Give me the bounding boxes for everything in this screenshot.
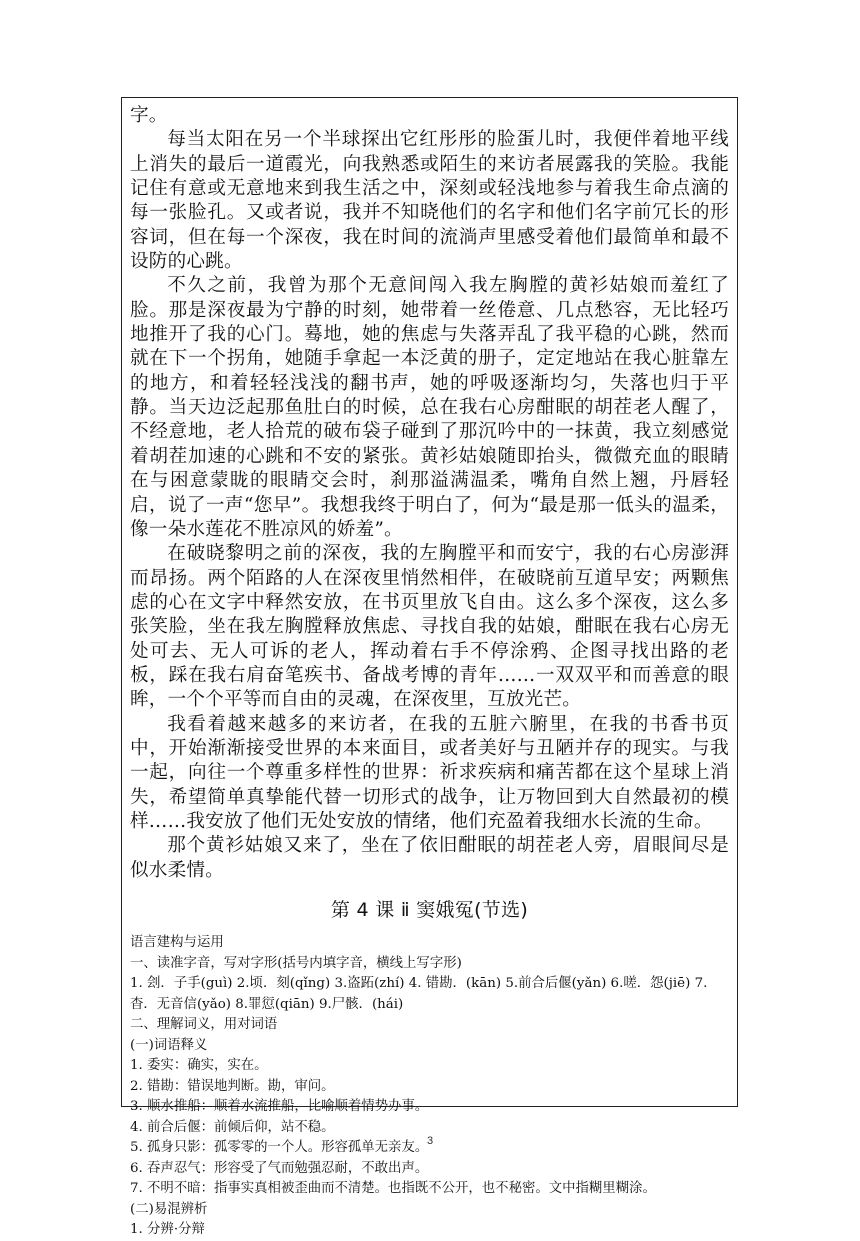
- subsection-heading: (一)词语释义: [130, 1037, 208, 1053]
- definition-item: 5. 孤身只影：孤零零的一个人。形容孤单无亲友。: [130, 1140, 429, 1155]
- essay-text: [130, 104, 729, 883]
- essay-paragraph: 在破晓黎明之前的深夜，我的左胸膛平和而安宁，我的右心房澎湃而昂扬。两个陌路的人在深夜里悄然相伴，在破晓前互道早安；两颗焦虑的心在文字中释然安放，在书页里放飞自由。这么多个深夜，这么多张笑脸，坐在我左胸膛释放焦虑、寻找自我的姑娘，酣眠在我右心房无处可去、无人可诉的老人，挥动着右手不停涂鸦、企图寻找出路的老板，踩在我右肩奋笔疾书、备战考博的青年……一双双平和而善意的眼眸，一个个平等而自由的灵魂，在深夜里，互放光芒。: [130, 543, 729, 711]
- page-number: 3: [426, 1135, 434, 1147]
- definition-item: 7. 不明不暗：指事实真相被歪曲而不清楚。也指既不公开，也不秘密。文中指糊里糊涂。: [130, 1181, 656, 1196]
- essay-paragraph: 那个黄衫姑娘又来了，坐在了依旧酣眠的胡茬老人旁，眉眼间尽是似水柔情。: [130, 835, 729, 881]
- essay-paragraph: 字。: [130, 105, 168, 126]
- definition-item: 4. 前合后偃：前倾后仰，站不稳。: [130, 1119, 335, 1135]
- pronunciation-list: 1. 刽．子手(guì) 2.顷．刻(qǐng) 3.盗跖(zhí) 4. 错勘．(kān) 5.前合后偃(yǎn) 6.嗟．怨(jiē) 7. 杳．无音信(yǎo) 8.罪愆(qiān) 9.尸骸．(hái): [130, 976, 708, 1012]
- lesson-heading: 第 4 课 ⅱ 窦娥冤(节选): [330, 899, 529, 921]
- essay-paragraph: 每当太阳在另一个半球探出它红彤彤的脸蛋儿时，我便伴着地平线上消失的最后一道霞光，向我熟悉或陌生的来访者展露我的笑脸。我能记住有意或无意地来到我生活之中，深刻或轻浅地参与着我生命点滴的每一张脸孔。又或者说，我并不知晓他们的名字和他们名字前冗长的形容词，但在每一个深夜，我在时间的流淌声里感受着他们最简单和最不设防的心跳。: [130, 129, 729, 273]
- definition-item: 1. 委实：确实，实在。: [130, 1058, 268, 1073]
- definition-item: 3. 顺水推船：顺着水流推船，比喻顺着情势办事。: [130, 1099, 429, 1114]
- essay-paragraph: 我看着越来越多的来访者，在我的五脏六腑里，在我的书香书页中，开始渐渐接受世界的本来面目，或者美好与丑陋并存的现实。与我一起，向往一个尊重多样性的世界：祈求疾病和痛苦都在这个星球上消失，希望简单真挚能代替一切形式的战争，让万物回到大自然最初的模样……我安放了他们无处安放的情绪，他们充盈着我细水长流的生命。: [130, 713, 729, 832]
- definition-item: 1. 分辨·分辩: [130, 1222, 205, 1237]
- exercise-heading: 一、读准字音，写对字形(括号内填字音，横线上写字形): [130, 955, 462, 971]
- content-table-cell: [121, 97, 738, 1237]
- exercise-heading: 二、理解词义，用对词语: [130, 1017, 278, 1032]
- definition-item: 6. 吞声忍气：形容受了气而勉强忍耐，不敢出声。: [130, 1160, 429, 1176]
- subsection-heading: (二)易混辨析: [130, 1201, 208, 1217]
- definition-item: 2. 错勘：错误地判断。勘，审问。: [130, 1078, 335, 1094]
- section-heading: 语言建构与运用: [130, 935, 224, 950]
- study-notes: [130, 933, 729, 1241]
- essay-paragraph: 不久之前，我曾为那个无意间闯入我左胸膛的黄衫姑娘而羞红了脸。那是深夜最为宁静的时刻，她带着一丝倦意、几点愁容，无比轻巧地推开了我的心门。蓦地，她的焦虑与失落弄乱了我平稳的心跳，然而就在下一个拐角，她随手拿起一本泛黄的册子，定定地站在我心脏靠左的地方，和着轻轻浅浅的翻书声，她的呼吸逐渐均匀，失落也归于平静。当天边泛起那鱼肚白的时候，总在我右心房酣眠的胡茬老人醒了，不经意地，老人拾荒的破布袋子碰到了那沉吟中的一抹黄，我立刻感觉着胡茬加速的心跳和不安的紧张。黄衫姑娘随即抬头，微微充血的眼睛在与困意蒙眬的眼睛交会时，刹那溢满温柔，嘴角自然上翘，丹唇轻启，说了一声“您早”。我想我终于明白了，何为“最是那一低头的温柔，像一朵水莲花不胜凉风的娇羞”。: [130, 275, 729, 540]
